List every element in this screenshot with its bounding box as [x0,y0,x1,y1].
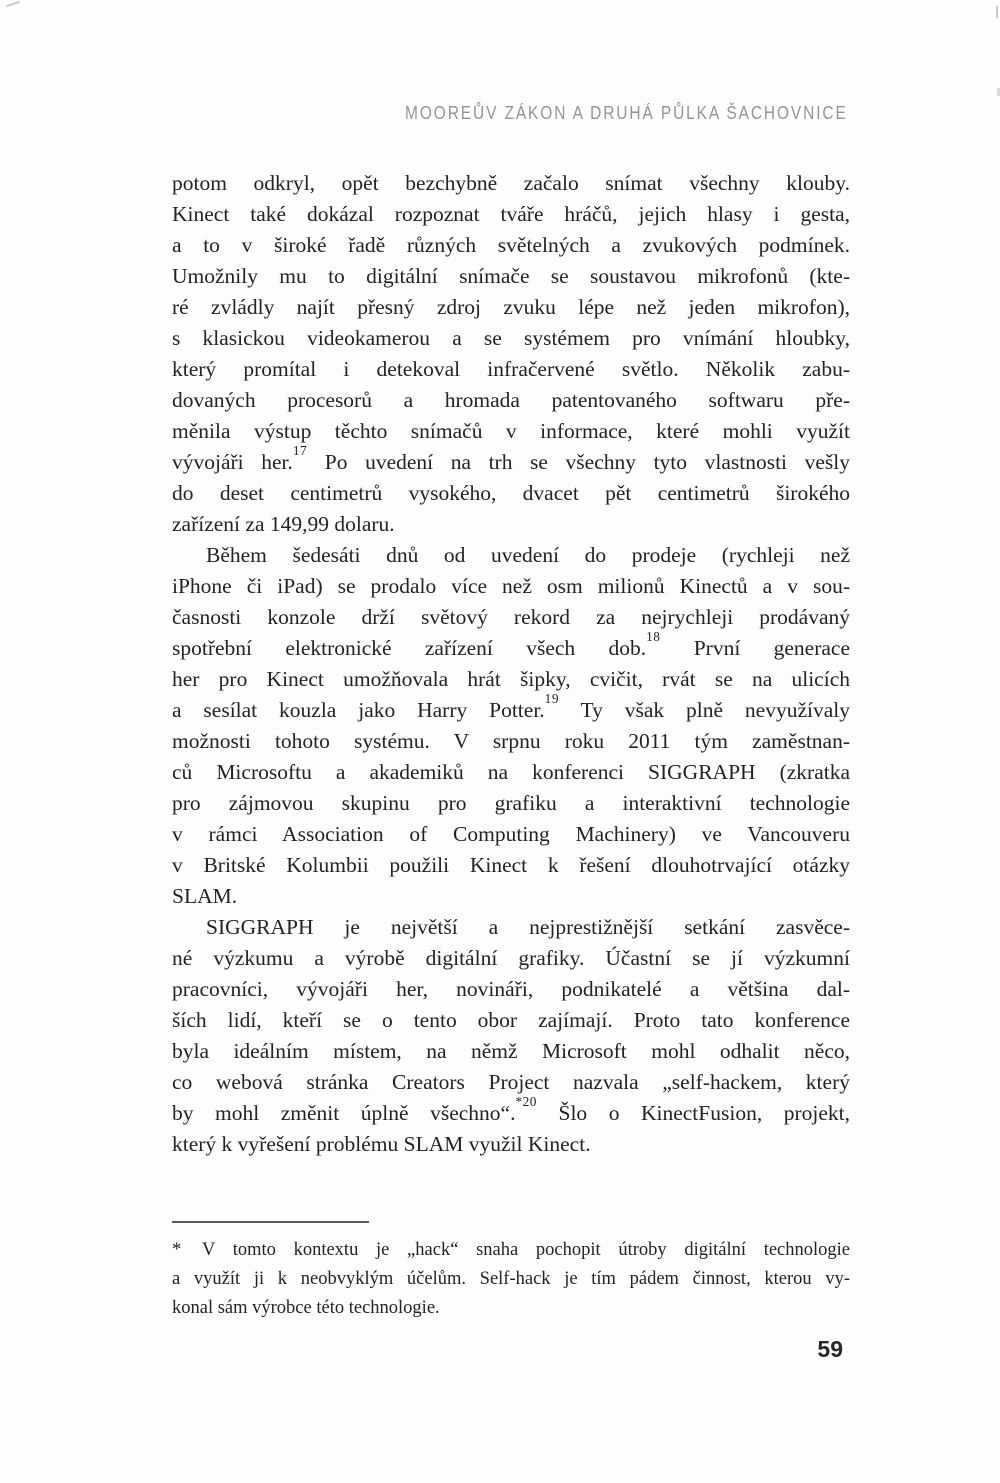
text-line: spotřební elektronické zařízení všech dob.$^{18}$ První generace [172,628,850,660]
text-line: pracovníci, vývojáři her, novináři, podnikatelé a většina dal- [172,977,850,1001]
text-line: pro zájmovou skupinu pro grafiku a interaktivní technologie [172,791,850,815]
text-line: her pro Kinect umožňovala hrát šipky, cvičit, rvát se na ulicích [172,667,850,691]
footnote-marker: * [172,1240,182,1260]
text-line: do deset centimetrů vysokého, dvacet pět centimetrů širokého [172,481,850,505]
text-line: který promítal i detekoval infračervené světlo. Několik zabu- [172,357,850,381]
footnote-reference: 19 [544,690,559,706]
text-line: potom odkryl, opět bezchybně začalo snímat všechny klouby. [172,171,850,195]
body-text [172,168,850,1160]
text-line: ších lidí, kteří se o tento obor zajímají. Proto tato konference [172,1008,850,1032]
footnote-line: konal sám výrobce této technologie. [172,1298,440,1318]
text-line: možnosti tohoto systému. V srpnu roku 2011 tým zaměstnan- [172,729,850,753]
footnote-line: a využít ji k neobvyklým účelům. Self-hack je tím pádem činnost, kterou vy- [172,1269,850,1289]
footnote-reference: 17 [292,442,308,458]
text-line: Kinect také dokázal rozpoznat tváře hráčů, jejich hlasy i gesta, [172,202,850,226]
footnote-reference: 18 [646,628,661,644]
text-line: byla ideálním místem, na němž Microsoft mohl odhalit něco, [172,1039,850,1063]
text-line: vývojáři her.$^{17}$ Po uvedení na trh se všechny tyto vlastnosti vešly [172,442,850,474]
scan-artifact-top-left [6,1,20,7]
text-line: SLAM. [172,884,238,908]
text-line: ré zvládly najít přesný zdroj zvuku lépe než jeden mikrofon), [172,295,850,319]
text-line: iPhone či iPad) se prodalo více než osm milionů Kinectů a v sou- [172,574,850,598]
text-line: který k vyřešení problému SLAM využil Kinect. [172,1132,591,1156]
footnote-rule [172,1221,369,1223]
text-line: Umožnily mu to digitální snímače se soustavou mikrofonů (kte- [172,264,850,288]
text-line: né výzkumu a výrobě digitální grafiky. Účastní se jí výzkumní [172,946,850,970]
text-line: dovaných procesorů a hromada patentovaného softwaru pře- [172,388,850,412]
text-line: a to v široké řadě různých světelných a zvukových podmínek. [172,233,850,257]
text-line: Během šedesáti dnů od uvedení do prodeje (rychleji než [206,543,850,567]
footnote-line: * V tomto kontextu je „hack“ snaha pochopit útroby digitální technologie [172,1236,850,1265]
text-line: co webová stránka Creators Project nazvala „self-hackem, který [172,1070,850,1094]
footnote [172,1236,850,1323]
text-line: by mohl změnit úplně všechno“.$^{*20}$ Šlo o KinectFusion, projekt, [172,1093,850,1125]
text-line: časnosti konzole drží světový rekord za nejrychleji prodávaný [172,605,850,629]
footnote-reference: *20 [515,1093,537,1109]
text-line: zařízení za 149,99 dolaru. [172,512,395,536]
text-line: SIGGRAPH je největší a nejprestižnější setkání zasvěce- [206,915,850,939]
scan-artifact-top-right [996,6,998,18]
text-line: a sesílat kouzla jako Harry Potter.$^{19}$ Ty však plně nevyužívaly [172,690,850,722]
text-line: měnila výstup těchto snímačů v informace, které mohli využít [172,419,850,443]
text-line: s klasickou videokamerou a se systémem pro vnímání hloubky, [172,326,850,350]
text-line: v Britské Kolumbii použili Kinect k řešení dlouhotrvající otázky [172,853,850,877]
text-line: ců Microsoftu a akademiků na konferenci SIGGRAPH (zkratka [172,760,850,784]
page-number: 59 [817,1336,843,1362]
text-line: v rámci Association of Computing Machinery) ve Vancouveru [172,822,850,846]
running-head: MOOREŮV ZÁKON A DRUHÁ PŮLKA ŠACHOVNICE [405,103,848,123]
